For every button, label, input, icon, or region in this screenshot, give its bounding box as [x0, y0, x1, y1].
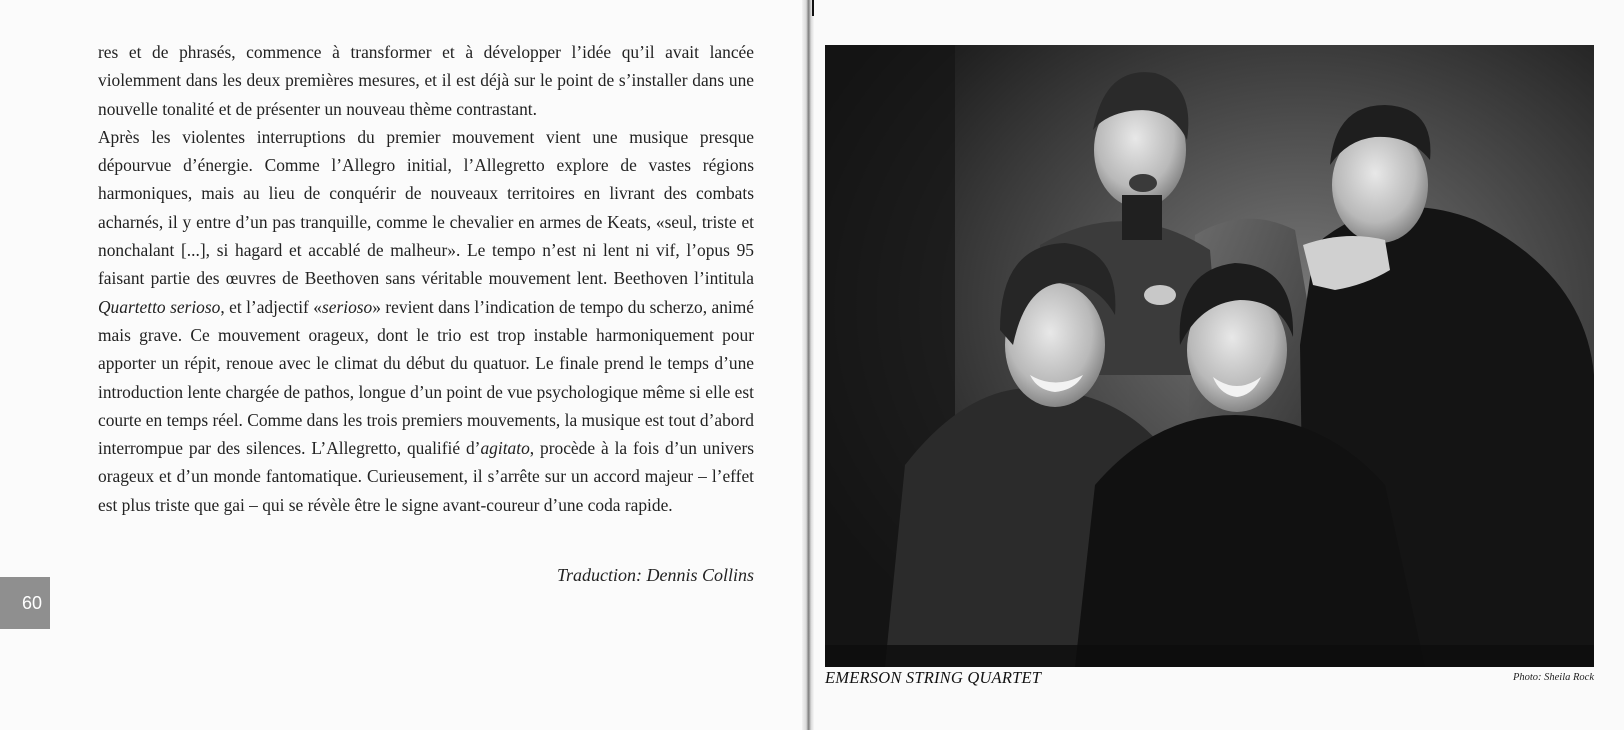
paragraph-2 — [98, 123, 754, 519]
quartet-photo-drawing — [825, 45, 1594, 667]
paragraph-2-text-d: , procède à la fois d’un univers orageux et d’un monde fantomatique. Curieusement, il s’arrête sur un accord majeur – l’effet est plus triste que gai – qui se révèle être le signe avant-coureur d’une coda rapide. — [98, 438, 754, 515]
page-number: 60 — [0, 577, 50, 629]
paragraph-2-text-c: » revient dans l’indication de tempo du scherzo, animé mais grave. Ce mouvement orageux, dont le trio est trop instable harmoniquement pour apporter un répit, renoue avec le climat du début du quatuor. Le finale prend le temps d’une introduction lente chargée de pathos, longue d’un point de vue psychologique même si elle est courte en temps réel. Comme dans les trois premiers mouvements, la musique est tout d’abord interrompue par des silences. L’Allegretto, qualifié d’ — [98, 296, 755, 459]
paragraph-2-text-b: , et l’adjectif « — [220, 296, 322, 317]
quartet-photo — [825, 45, 1594, 667]
book-gutter — [802, 0, 814, 730]
serioso-term: serioso — [321, 296, 373, 317]
photo-caption: EMERSON STRING QUARTET — [825, 668, 1042, 687]
agitato-term: agitato — [480, 438, 530, 459]
paragraph-2-text-a: Après les violentes interruptions du premier mouvement vient une musique presque dépourvue d’énergie. Comme l’Allegro initial, l’Allegretto explore de vastes régions harmoniques, mais au lieu de conquérir de nouveaux territoires en livrant des combats acharnés, il y entre d’un pas tranquille, comme le chevalier en armes de Keats, «seul, triste et nonchalant [...], si hagard et accablé de malheur». Le tempo n’est ni lent ni vif, l’opus 95 faisant partie des œuvres de Beethoven sans véritable mouvement lent. Beethoven l’intitula — [98, 126, 754, 289]
photo-credit: Photo: Sheila Rock — [1512, 672, 1594, 683]
left-page — [0, 0, 806, 730]
quartetto-serioso-title: Quartetto serioso — [98, 296, 221, 317]
paragraph-1: res et de phrasés, commence à transformer et à développer l’idée qu’il avait lancée violemment dans les deux premières mesures, et il est déjà sur le point de s’installer dans une nouvelle tonalité et de présenter un nouveau thème contrastant. — [98, 42, 754, 119]
translation-credit: Traduction: Dennis Collins — [556, 565, 754, 585]
article-body — [98, 38, 754, 519]
